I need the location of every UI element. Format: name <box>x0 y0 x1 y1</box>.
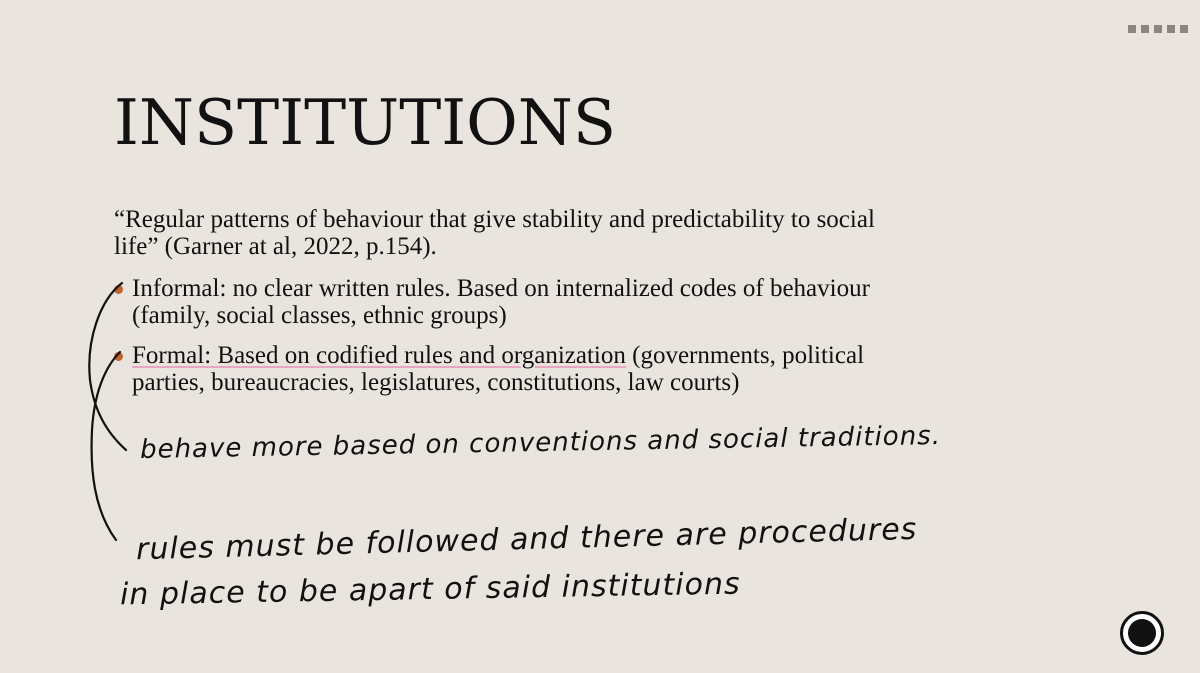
definition-quote <box>114 206 1064 260</box>
bullet-dot-icon <box>114 352 123 361</box>
ink-bracket-informal <box>89 283 126 450</box>
bullet-formal-line-1 <box>132 342 1062 369</box>
decorative-squares <box>1128 24 1188 34</box>
highlighted-phrase: Formal: Based on codified rules and organization <box>132 342 626 369</box>
slide-title: INSTITUTIONS <box>114 86 617 159</box>
bullet-informal-line-1: Informal: no clear written rules. Based on internalized codes of behaviour <box>132 275 870 302</box>
handwritten-note-informal: behave more based on conventions and social traditions. <box>139 421 942 465</box>
ink-bracket-formal <box>92 352 120 540</box>
handwritten-note-formal-line-2: in place to be apart of said institutions <box>119 566 741 613</box>
bullet-formal-line-2: parties, bureaucracies, legislatures, constitutions, law courts) <box>132 369 740 396</box>
bullet-formal-text <box>132 342 1062 396</box>
bullet-dot-icon <box>114 285 123 294</box>
quote-line-1: “Regular patterns of behaviour that give stability and predictability to social <box>114 206 875 233</box>
handwritten-note-formal-line-1: rules must be followed and there are procedures <box>135 511 918 568</box>
record-circle-icon[interactable] <box>1120 611 1164 655</box>
bullet-formal-line-1-rest: (governments, political <box>625 342 865 369</box>
record-circle-inner <box>1128 619 1156 647</box>
bullet-informal-text <box>132 275 1062 329</box>
bullet-informal-line-2: (family, social classes, ethnic groups) <box>132 302 507 329</box>
quote-line-2: life” (Garner at al, 2022, p.154). <box>114 233 437 260</box>
